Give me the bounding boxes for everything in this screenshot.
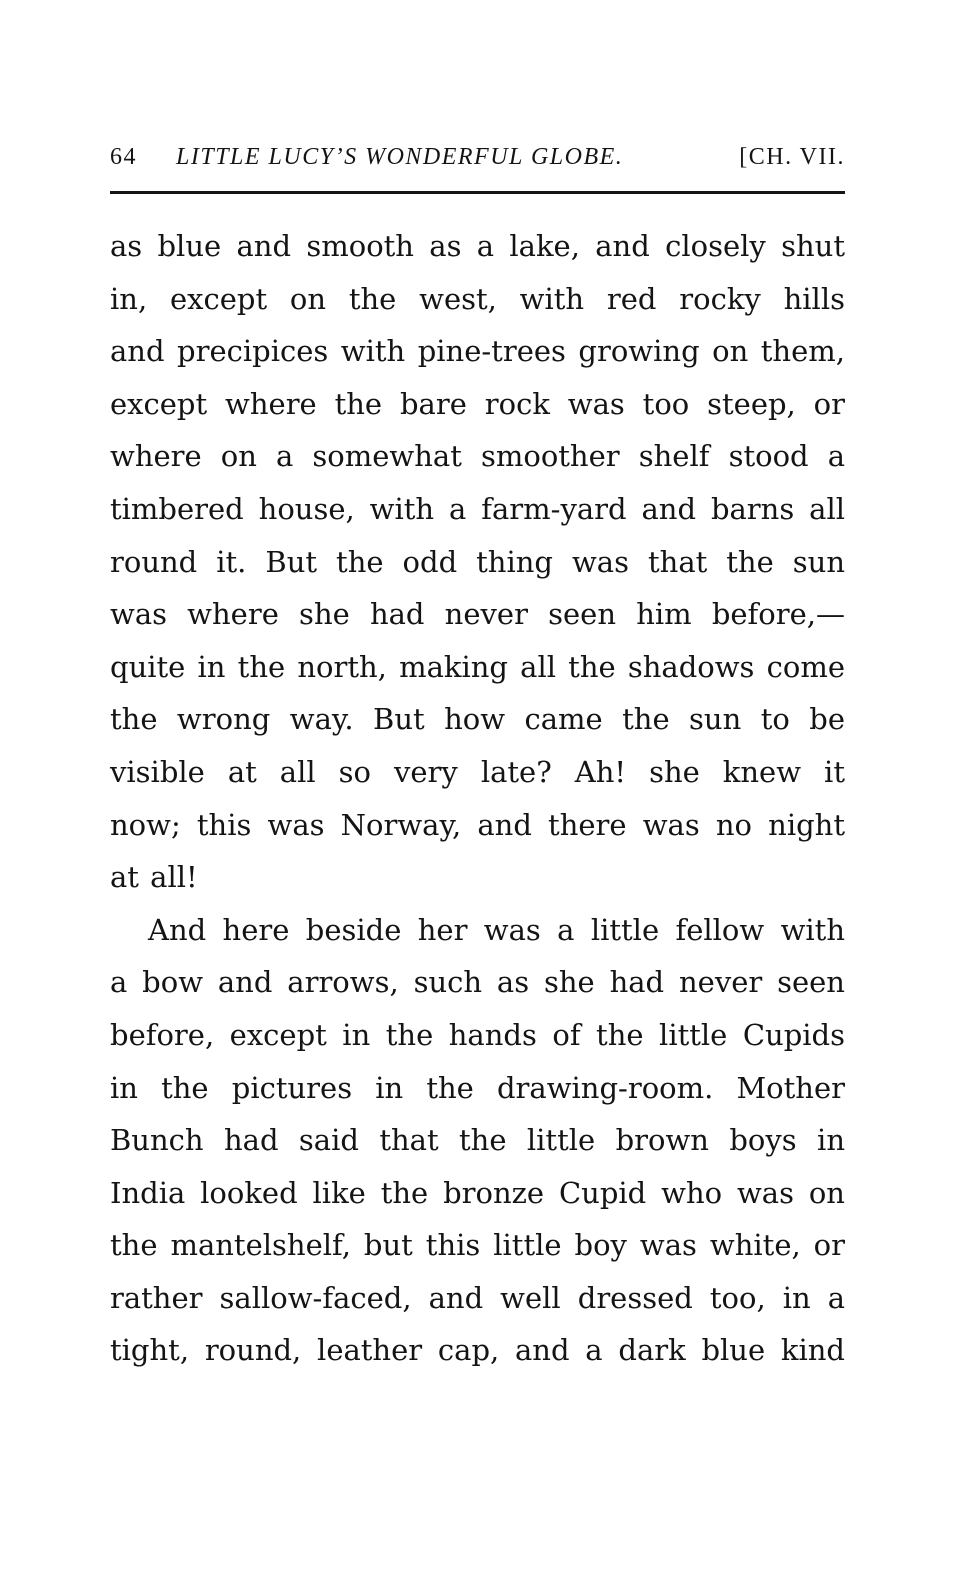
text-line: as blue and smooth as a lake, and closely shut — [110, 229, 845, 263]
text-line: now; this was Norway, and there was no night — [110, 807, 845, 842]
text-line: the mantelshelf, but this little boy was white, or — [110, 1228, 845, 1263]
paragraph-1 — [110, 220, 845, 904]
text-line: quite in the north, making all the shadows come — [110, 649, 845, 684]
text-line: at all! — [110, 860, 198, 895]
text-line: and precipices with pine-trees growing on them, — [110, 334, 845, 369]
text-line: before, except in the hands of the little Cupids — [110, 1017, 845, 1052]
text-line: visible at all so very late? Ah! she knew it — [110, 754, 845, 789]
text-line: tight, round, leather cap, and a dark blue kind — [110, 1333, 845, 1368]
text-line: in the pictures in the drawing-room. Mother — [110, 1070, 845, 1105]
text-line: where on a somewhat smoother shelf stood a — [110, 439, 845, 474]
text-line: India looked like the bronze Cupid who was on — [110, 1175, 845, 1210]
text-line: round it. But the odd thing was that the sun — [110, 544, 845, 579]
header-rule — [110, 191, 845, 194]
text-line: except where the bare rock was too steep, or — [110, 386, 845, 421]
paragraph-2 — [110, 904, 845, 1377]
book-page — [110, 140, 845, 1368]
text-line: was where she had never seen him before,— — [110, 597, 845, 632]
text-line: in, except on the west, with red rocky hills — [110, 281, 845, 316]
body-text — [110, 220, 845, 1377]
text-line: Bunch had said that the little brown boys in — [110, 1123, 845, 1158]
running-title: LITTLE LUCY’S WONDERFUL GLOBE. — [176, 144, 624, 170]
text-line: the wrong way. But how came the sun to be — [110, 702, 845, 737]
text-line: timbered house, with a farm-yard and barns all — [110, 491, 845, 526]
text-line: a bow and arrows, such as she had never seen — [110, 965, 845, 1000]
page-header — [110, 140, 845, 180]
page-number: 64 — [110, 144, 137, 170]
text-line: And here beside her was a little fellow with — [148, 912, 845, 947]
chapter-reference: [CH. VII. — [739, 144, 845, 170]
text-line: rather sallow-faced, and well dressed too, in a — [110, 1280, 845, 1315]
